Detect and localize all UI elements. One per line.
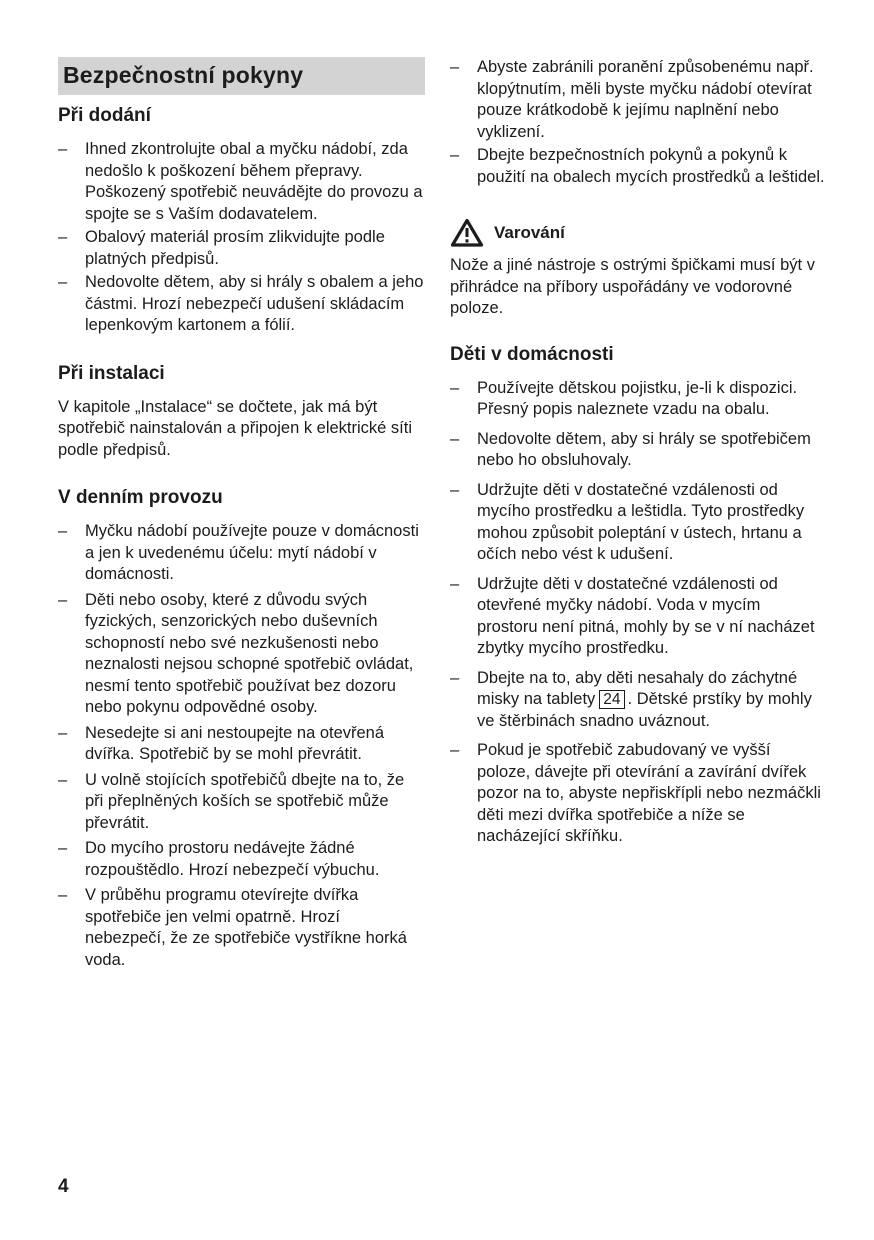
list-item-text: Abyste zabránili poranění způsobenému např. klopýtnutím, měli byste myčku nádobí otevírat pouze krátkodobě k jejímu naplnění nebo vyklizení. bbox=[477, 58, 814, 141]
pri-instalaci-paragraph: V kapitole „Instalace“ se dočtete, jak má být spotřebič nainstalován a připojen k elektrické síti podle předpisů. bbox=[58, 397, 413, 459]
list-item bbox=[58, 139, 425, 225]
right-column bbox=[450, 57, 825, 971]
warning-triangle-icon bbox=[450, 218, 484, 248]
ref-text-after: . Dětské prstíky by mohly ve štěrbinách snadno uváznout. bbox=[477, 690, 812, 730]
dash-bullet: – bbox=[58, 140, 68, 158]
list-item-text: Udržujte děti v dostatečné vzdálenosti od otevřené myčky nádobí. Voda v mycím prostoru není pitná, mohly by se v ní nacházet zbytky mycího prostředku. bbox=[477, 574, 815, 657]
dash-bullet: – bbox=[58, 228, 68, 246]
list-item-text: Do mycího prostoru nedávejte žádné rozpouštědlo. Hrozí nebezpečí výbuchu. bbox=[85, 839, 380, 879]
section-heading-deti-v-domacnosti: Děti v domácnosti bbox=[450, 343, 614, 365]
dash-bullet: – bbox=[58, 839, 68, 857]
dash-bullet: – bbox=[450, 429, 460, 448]
dash-bullet: – bbox=[450, 378, 460, 397]
list-item-text: Děti nebo osoby, které z důvodu svých fyzických, senzorických nebo duševních schopností nebo své nezkušenosti nebo neznalosti nejsou schopné spotřebič ovládat, nesmí tento spotřebič používat bez dozoru nebo pokynu odpovědné osoby. bbox=[85, 590, 414, 716]
dash-bullet: – bbox=[450, 480, 460, 499]
list-item-text: Ihned zkontrolujte obal a myčku nádobí, zda nedošlo k poškození během přepravy. Poškozený spotřebič neuvádějte do provozu a spojte se s Vaším dodavatelem. bbox=[85, 140, 423, 223]
list-item-text: Dbejte bezpečnostních pokynů a pokynů k použití na obalech mycích prostředků a leštidel. bbox=[477, 146, 825, 186]
section-heading-pri-dodani: Při dodání bbox=[58, 105, 151, 126]
section-heading-pri-instalaci: Při instalaci bbox=[58, 362, 165, 384]
list-item bbox=[58, 770, 425, 835]
list-item bbox=[450, 145, 825, 188]
list-item-text: Nedovolte dětem, aby si hrály se spotřebičem nebo ho obsluhovaly. bbox=[477, 429, 811, 469]
ref-text-before: Dbejte na to, aby děti nesahaly do záchytné misky na tablety bbox=[477, 668, 798, 708]
list-item bbox=[450, 378, 825, 421]
warning-header bbox=[450, 218, 825, 248]
dash-bullet: – bbox=[450, 146, 460, 164]
page-number: 4 bbox=[58, 1176, 69, 1197]
list-item bbox=[450, 574, 825, 660]
warning-text: Nože a jiné nástroje s ostrými špičkami musí být v přihrádce na příbory uspořádány ve vodorovné poloze. bbox=[450, 256, 815, 317]
deti-v-domacnosti-list bbox=[450, 378, 825, 848]
left-column bbox=[58, 57, 425, 971]
dash-bullet: – bbox=[58, 770, 68, 789]
list-item-text: Pokud je spotřebič zabudovaný ve vyšší poloze, dávejte při otevírání a zavírání dvířek pozor na to, abyste nepřiskřípli nebo nezmáčkli děti mezi dvířka spotřebiče a níže se nacházející skříňku. bbox=[477, 741, 821, 845]
list-item-text: Používejte dětskou pojistku, je-li k dispozici. Přesný popis naleznete vzadu na obalu. bbox=[477, 378, 798, 418]
warning-block bbox=[450, 218, 825, 320]
dash-bullet: – bbox=[450, 668, 460, 687]
right-top-list bbox=[450, 57, 825, 188]
list-item-text bbox=[477, 668, 825, 733]
list-item-text: Nesedejte si ani nestoupejte na otevřená dvířka. Spotřebič by se mohl převrátit. bbox=[85, 723, 385, 763]
list-item-text: U volně stojících spotřebičů dbejte na to, že při přeplněných koších se spotřebič může převrátit. bbox=[85, 770, 405, 832]
dash-bullet: – bbox=[450, 574, 460, 593]
section-heading-v-dennim-provozu: V denním provozu bbox=[58, 487, 223, 508]
list-item-text: Obalový materiál prosím zlikvidujte podle platných předpisů. bbox=[85, 228, 385, 268]
list-item-text: Nedovolte dětem, aby si hrály s obalem a jeho částmi. Hrozí nebezpečí udušení skládacím lepenkovým kartonem a fólií. bbox=[85, 273, 424, 334]
dash-bullet: – bbox=[450, 58, 460, 76]
list-item bbox=[450, 740, 825, 848]
list-item bbox=[58, 272, 425, 337]
list-item bbox=[450, 57, 825, 143]
list-item bbox=[450, 480, 825, 566]
list-item bbox=[58, 723, 425, 766]
warning-label: Varování bbox=[494, 223, 565, 242]
figure-ref-24: 24 bbox=[599, 690, 624, 709]
list-item-text: Myčku nádobí používejte pouze v domácnosti a jen k uvedenému účelu: mytí nádobí v domácnosti. bbox=[85, 522, 419, 583]
list-item bbox=[58, 590, 425, 719]
dash-bullet: – bbox=[58, 273, 68, 291]
list-item bbox=[58, 521, 425, 586]
dash-bullet: – bbox=[58, 522, 68, 540]
dash-bullet: – bbox=[58, 886, 68, 904]
list-item-text: Udržujte děti v dostatečné vzdálenosti od mycího prostředku a leštidla. Tyto prostředky mohou způsobit poleptání v ústech, hrtanu a očích nebo vést k udušení. bbox=[477, 480, 805, 563]
list-item-text: V průběhu programu otevírejte dvířka spotřebiče jen velmi opatrně. Hrozí nebezpečí, že ze spotřebiče vystříkne horká voda. bbox=[85, 886, 407, 969]
dash-bullet: – bbox=[58, 590, 68, 609]
list-item bbox=[58, 838, 425, 881]
page-title: Bezpečnostní pokyny bbox=[58, 57, 425, 95]
v-dennim-provozu-list bbox=[58, 521, 425, 971]
list-item-with-figure-ref bbox=[450, 668, 825, 733]
pri-dodani-list bbox=[58, 139, 425, 337]
list-item bbox=[58, 885, 425, 971]
list-item bbox=[450, 429, 825, 472]
dash-bullet: – bbox=[58, 723, 68, 742]
dash-bullet: – bbox=[450, 741, 460, 759]
list-item bbox=[58, 227, 425, 270]
